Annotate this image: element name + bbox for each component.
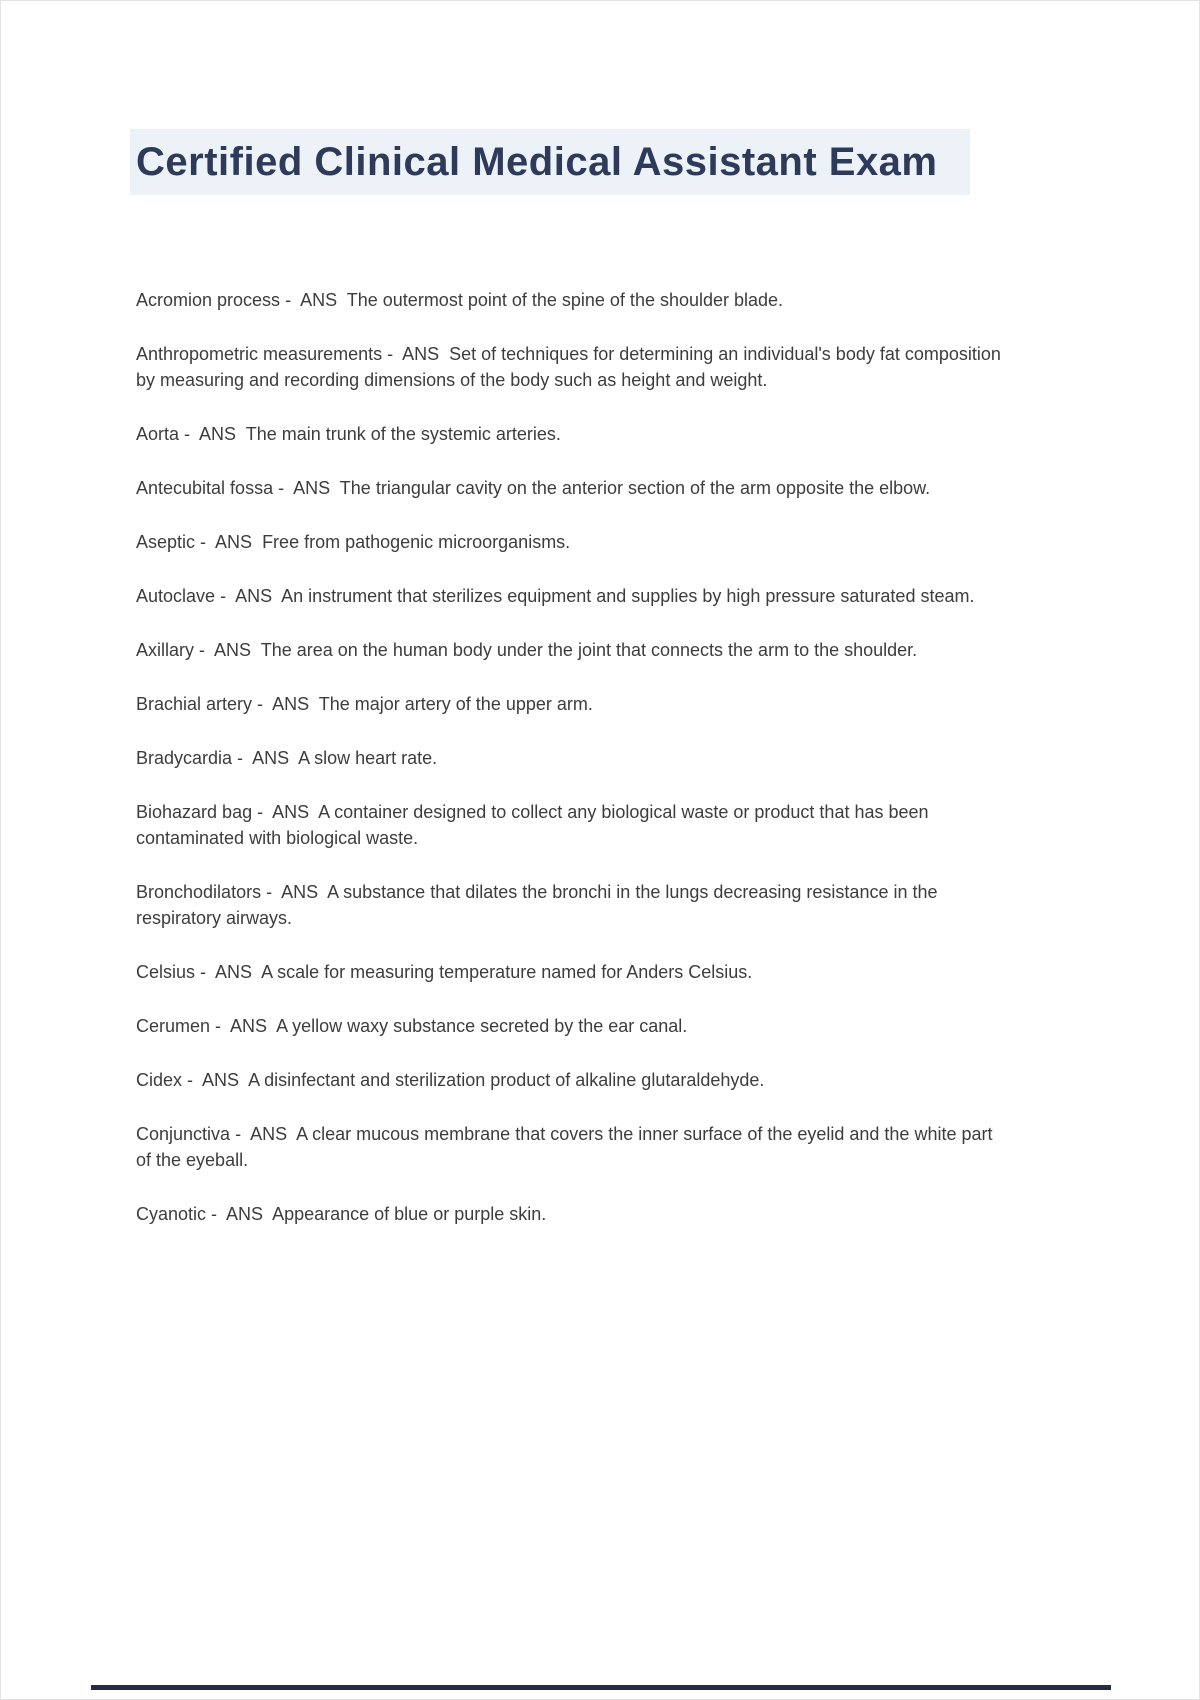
term-text: Axillary <box>136 640 195 660</box>
separator: - <box>182 1070 203 1090</box>
definition-entry <box>136 637 1004 663</box>
separator: - <box>273 478 294 498</box>
separator: - <box>206 1204 227 1224</box>
definition-text: A container designed to collect any biological waste or product that has been contaminated with biological waste. <box>136 802 934 848</box>
term-text: Acromion process <box>136 290 281 310</box>
definition-text: A slow heart rate. <box>289 748 438 768</box>
separator: - <box>210 1016 231 1036</box>
definition-text: Free from pathogenic microorganisms. <box>252 532 571 552</box>
ans-label: ANS <box>202 1070 240 1090</box>
separator: - <box>261 882 282 902</box>
separator: - <box>232 748 253 768</box>
ans-label: ANS <box>215 962 253 982</box>
definition-entry <box>136 1067 1004 1093</box>
ans-label: ANS <box>215 532 253 552</box>
term-text: Autoclave <box>136 586 216 606</box>
definition-entry <box>136 959 1004 985</box>
definition-entry <box>136 691 1004 717</box>
definition-entry <box>136 879 1004 931</box>
term-text: Aorta <box>136 424 180 444</box>
separator: - <box>230 1124 251 1144</box>
definitions-list <box>136 287 1004 1227</box>
definition-entry <box>136 287 1004 313</box>
separator: - <box>215 586 236 606</box>
ans-label: ANS <box>402 344 440 364</box>
ans-label: ANS <box>235 586 273 606</box>
ans-label: ANS <box>281 882 319 902</box>
ans-label: ANS <box>252 748 290 768</box>
definition-text: An instrument that sterilizes equipment and supplies by high pressure saturated steam. <box>272 586 975 606</box>
document-page <box>1 1 1199 1699</box>
term-text: Bradycardia <box>136 748 233 768</box>
definition-entry <box>136 475 1004 501</box>
definition-text: A substance that dilates the bronchi in the lungs decreasing resistance in the respiratory airways. <box>136 882 943 928</box>
separator: - <box>194 640 215 660</box>
term-text: Antecubital fossa <box>136 478 274 498</box>
term-text: Cyanotic <box>136 1204 207 1224</box>
separator: - <box>252 694 273 714</box>
separator: - <box>280 290 301 310</box>
definition-text: The major artery of the upper arm. <box>309 694 593 714</box>
term-text: Aseptic <box>136 532 196 552</box>
definition-entry <box>136 583 1004 609</box>
ans-label: ANS <box>272 694 310 714</box>
term-text: Biohazard bag <box>136 802 253 822</box>
term-text: Conjunctiva <box>136 1124 231 1144</box>
definition-entry <box>136 529 1004 555</box>
definition-text: The main trunk of the systemic arteries. <box>236 424 561 444</box>
definition-text: A disinfectant and sterilization product of alkaline glutaraldehyde. <box>239 1070 765 1090</box>
separator: - <box>382 344 403 364</box>
definition-text: Appearance of blue or purple skin. <box>263 1204 547 1224</box>
ans-label: ANS <box>300 290 338 310</box>
definition-text: Set of techniques for determining an individual's body fat composition by measuring and recording dimensions of the body such as height and weight. <box>136 344 1006 390</box>
definition-entry <box>136 799 1004 851</box>
separator: - <box>179 424 200 444</box>
definition-entry <box>136 1013 1004 1039</box>
definition-entry <box>136 1121 1004 1173</box>
definition-entry <box>136 421 1004 447</box>
ans-label: ANS <box>272 802 310 822</box>
separator: - <box>195 532 216 552</box>
ans-label: ANS <box>250 1124 288 1144</box>
term-text: Anthropometric measurements <box>136 344 383 364</box>
definition-text: A scale for measuring temperature named for Anders Celsius. <box>252 962 753 982</box>
ans-label: ANS <box>214 640 252 660</box>
definition-text: The triangular cavity on the anterior section of the arm opposite the elbow. <box>330 478 931 498</box>
ans-label: ANS <box>199 424 237 444</box>
definition-text: The area on the human body under the joint that connects the arm to the shoulder. <box>251 640 918 660</box>
definition-entry <box>136 745 1004 771</box>
separator: - <box>252 802 273 822</box>
term-text: Celsius <box>136 962 196 982</box>
page-title: Certified Clinical Medical Assistant Exam <box>130 129 970 195</box>
definition-text: A clear mucous membrane that covers the inner surface of the eyelid and the white part of the eyeball. <box>136 1124 998 1170</box>
ans-label: ANS <box>293 478 331 498</box>
definition-entry <box>136 341 1004 393</box>
term-text: Cidex <box>136 1070 183 1090</box>
term-text: Bronchodilators <box>136 882 262 902</box>
term-text: Brachial artery <box>136 694 253 714</box>
separator: - <box>195 962 216 982</box>
footer-divider <box>91 1685 1111 1690</box>
term-text: Cerumen <box>136 1016 211 1036</box>
ans-label: ANS <box>230 1016 268 1036</box>
definition-entry <box>136 1201 1004 1227</box>
definition-text: A yellow waxy substance secreted by the ear canal. <box>267 1016 688 1036</box>
ans-label: ANS <box>226 1204 264 1224</box>
definition-text: The outermost point of the spine of the shoulder blade. <box>337 290 784 310</box>
